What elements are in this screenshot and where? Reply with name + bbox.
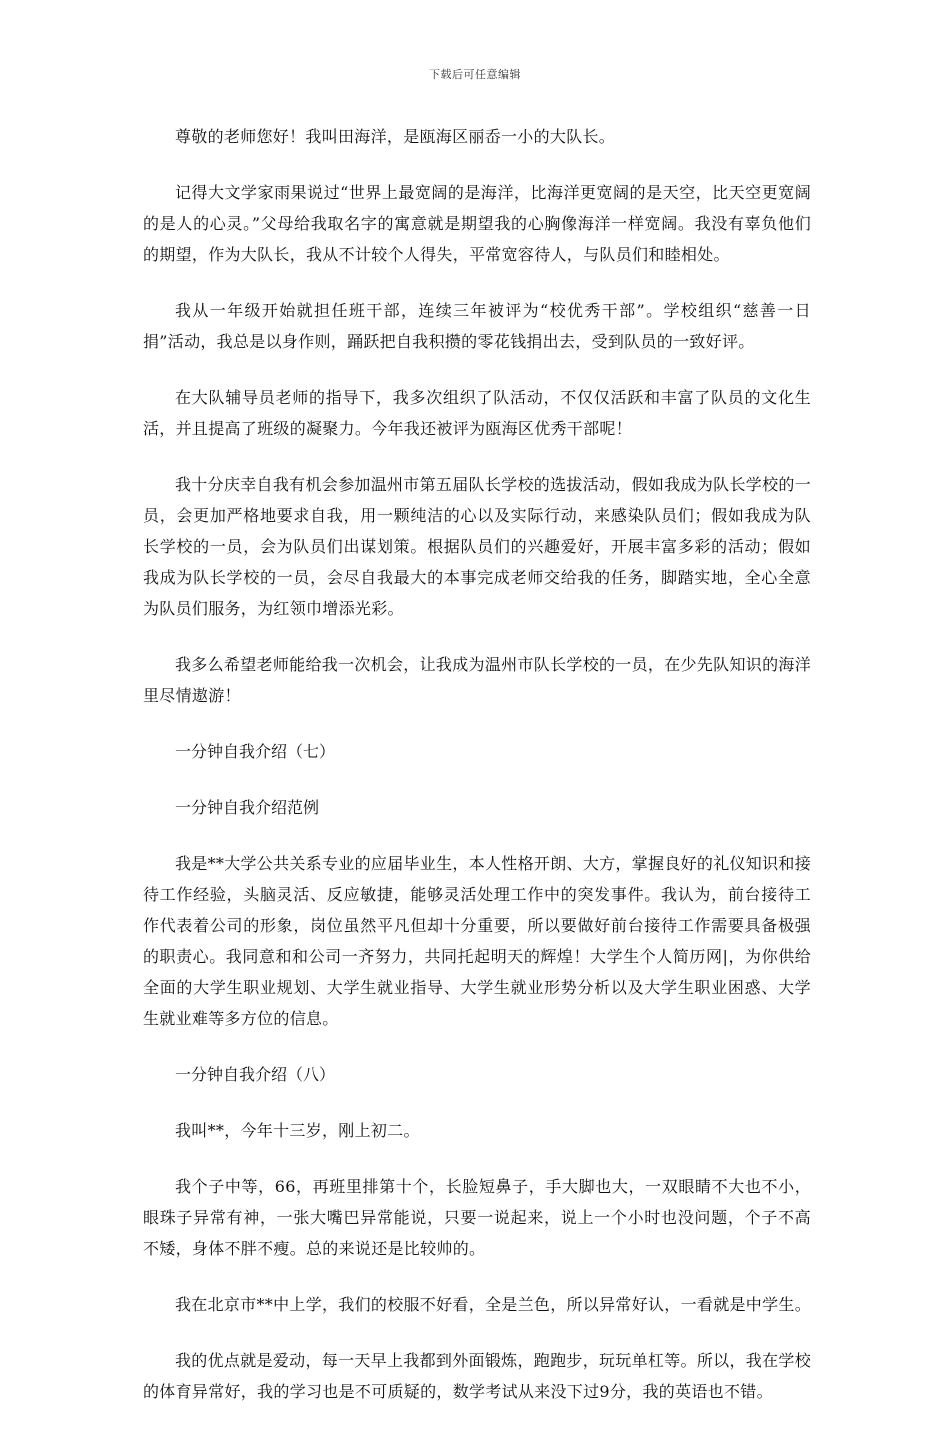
paragraph-name-meaning: 记得大文学家雨果说过“世界上最宽阔的是海洋，比海洋更宽阔的是天空，比天空更宽阔的是人的心灵。”父母给我取名字的寓意就是期望我的心胸像海洋一样宽阔。我没有辜负他们的期望，作为大队长，我从不计较个人得失，平常宽容待人，与队员们和睦相处。	[143, 183, 811, 264]
paragraph-graduate: 我是**大学公共关系专业的应届毕业生，本人性格开朗、大方，掌握良好的礼仪知识和接待工作经验，头脑灵活、反应敏捷，能够灵活处理工作中的突发事件。我认为，前台接待工作代表着公司的形象，岗位虽然平凡但却十分重要，所以要做好前台接待工作需要具备极强的职责心。我同意和和公司一齐努力，共同托起明天的辉煌！大学生个人简历网|，为你供给全面的大学生职业规划、大学生就业指导、大学生就业形势分析以及大学生职业困惑、大学生就业难等多方位的信息。	[143, 854, 812, 1028]
section-heading-seven: 一分钟自我介绍（七）	[175, 742, 336, 761]
section-subheading-example: 一分钟自我介绍范例	[175, 798, 320, 817]
paragraph-school: 我在北京市**中上学，我们的校服不好看，全是兰色，所以异常好认，一看就是中学生。	[175, 1295, 812, 1314]
paragraph-hope: 我多么希望老师能给我一次机会，让我成为温州市队长学校的一员，在少先队知识的海洋里尽情遨游！	[143, 655, 811, 705]
paragraph-intro-age: 我叫**，今年十三岁，刚上初二。	[175, 1121, 420, 1140]
section-heading-eight: 一分钟自我介绍（八）	[175, 1065, 336, 1084]
paragraph-activities: 在大队辅导员老师的指导下，我多次组织了队活动，不仅仅活跃和丰富了队员的文化生活，并且提高了班级的凝聚力。今年我还被评为瓯海区优秀干部呢！	[143, 388, 811, 438]
paragraph-class-cadre: 我从一年级开始就担任班干部，连续三年被评为“校优秀干部”。学校组织“慈善一日捐”活动，我总是以身作则，踊跃把自我积攒的零花钱捐出去，受到队员的一致好评。	[143, 301, 811, 351]
paragraph-appearance: 我个子中等，66，再班里排第十个，长脸短鼻子，手大脚也大，一双眼睛不大也不小，眼珠子异常有神，一张大嘴巴异常能说，只要一说起来，说上一个小时也没问题，个子不高不矮，身体不胖不瘦。总的来说还是比较帅的。	[143, 1177, 811, 1258]
paragraph-selection: 我十分庆幸自我有机会参加温州市第五届队长学校的选拔活动，假如我成为队长学校的一员，会更加严格地要求自我，用一颗纯洁的心以及实际行动，来感染队员们；假如我成为队长学校的一员，会为队员们出谋划策。根据队员们的兴趣爱好，开展丰富多彩的活动；假如我成为队长学校的一员，会尽自我最大的本事完成老师交给我的任务，脚踏实地，全心全意为队员们服务，为红领巾增添光彩。	[143, 475, 811, 618]
document-body	[143, 121, 811, 1432]
paragraph-greeting: 尊敬的老师您好！我叫田海洋，是瓯海区丽岙一小的大队长。	[175, 127, 616, 146]
page-header: 下载后可任意编辑	[429, 68, 521, 81]
paragraph-strengths: 我的优点就是爱动，每一天早上我都到外面锻炼，跑跑步，玩玩单杠等。所以，我在学校的体育异常好，我的学习也是不可质疑的，数学考试从来没下过9分，我的英语也不错。	[143, 1351, 811, 1401]
